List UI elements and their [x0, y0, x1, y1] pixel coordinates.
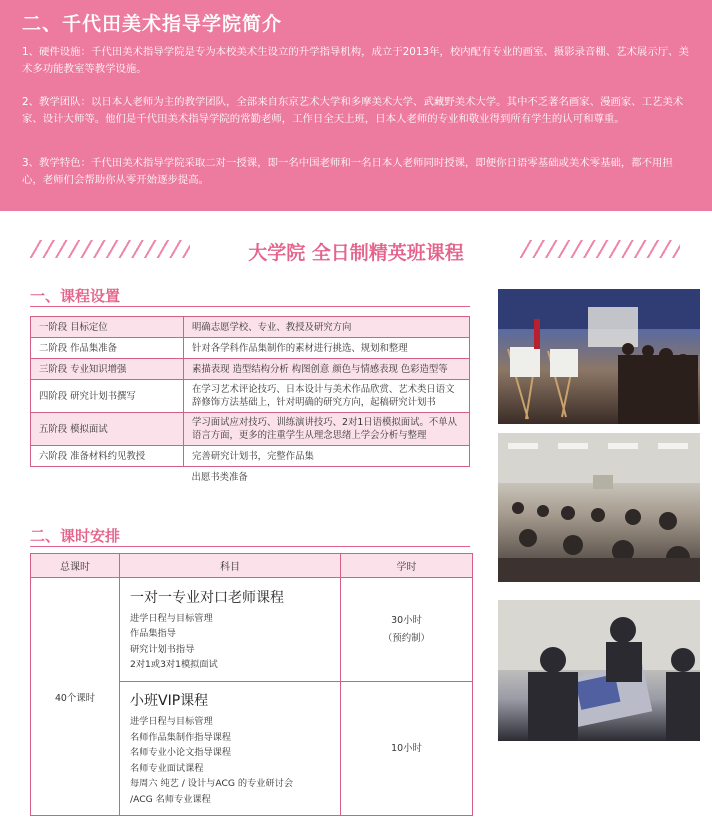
stage-name: 三阶段 专业知识增强	[31, 359, 184, 380]
section-heading-schedule: 二、课时安排	[30, 527, 121, 545]
table-row	[31, 446, 470, 467]
section-divider-setup	[30, 306, 470, 307]
table-row	[31, 317, 470, 338]
hours-cell-vip	[341, 682, 473, 816]
hours-note: （预约制）	[383, 632, 430, 644]
course-title: 大学院 全日制精英班课程	[248, 242, 464, 264]
stage-content: 在学习艺术评论技巧、日本设计与美术作品欣赏、艺术类日语文辞修饰方法基础上，针对明确的研究方向，起稿研究计划书	[184, 380, 470, 413]
hours-value: 30小时	[391, 614, 422, 626]
section-heading-setup: 一、课程设置	[30, 287, 121, 305]
course-title-one-on-one: 一对一专业对口老师课程	[130, 589, 284, 606]
stage-content: 素描表现 造型结构分析 构图创意 颜色与情感表现 色彩造型等	[184, 359, 470, 380]
interview-photo	[498, 600, 700, 741]
lecture-hall-photo	[498, 433, 700, 582]
course-item: 作品集指导	[130, 628, 176, 639]
stage-content: 出愿书类准备	[184, 467, 470, 488]
table-row	[31, 338, 470, 359]
total-hours: 40个课时	[31, 578, 120, 816]
course-cell-one-on-one	[120, 578, 341, 682]
schedule-table	[30, 553, 473, 816]
course-setup-table	[30, 316, 470, 488]
table-row	[31, 467, 470, 488]
stage-content: 针对各学科作品集制作的素材进行挑选、规划和整理	[184, 338, 470, 359]
intro-banner	[0, 0, 712, 211]
intro-title: 二、千代田美术指导学院简介	[22, 13, 283, 35]
classroom-easel-photo	[498, 289, 700, 424]
stage-name	[31, 467, 184, 488]
course-item: /ACG 名师专业课程	[130, 793, 211, 805]
course-item: 进学日程与目标管理	[130, 716, 213, 727]
stage-content: 学习面试应对技巧、训练演讲技巧、2对1日语模拟面试。不单从语言方面，更多的注重学生从理念思绪上学会分析与整理	[184, 413, 470, 446]
stage-content: 明确志愿学校、专业、教授及研究方向	[184, 317, 470, 338]
stage-name: 六阶段 准备材料约见教授	[31, 446, 184, 467]
stage-name: 一阶段 目标定位	[31, 317, 184, 338]
intro-paragraph-features: 3、教学特色：千代田美术指导学院采取二对一授课，即一名中国老师和一名日本人老师同时授课，即便你日语零基础或美术零基础，都不用担心，老师们会帮助你从零开始逐步提高。	[22, 157, 673, 186]
course-item: 进学日程与目标管理	[130, 612, 213, 624]
stage-name: 四阶段 研究计划书撰写	[31, 380, 184, 413]
hours-value: 10小时	[391, 742, 422, 754]
stage-content: 完善研究计划书，完整作品集	[184, 446, 470, 467]
hours-cell-one-on-one	[341, 578, 473, 682]
column-header-hours: 学时	[341, 554, 473, 578]
stage-name: 五阶段 模拟面试	[31, 413, 184, 446]
course-cell-vip	[120, 682, 341, 816]
course-item: 名师专业小论文指导课程	[130, 747, 232, 758]
stage-name: 二阶段 作品集准备	[31, 338, 184, 359]
column-header-subject: 科目	[120, 554, 341, 578]
course-title-vip: 小班VIP课程	[130, 693, 209, 709]
table-row	[31, 359, 470, 380]
column-header-total: 总课时	[31, 554, 120, 578]
course-item: 每周六 纯艺 / 设计与ACG 的专业研讨会	[130, 778, 294, 789]
intro-paragraph-facilities: 1、硬件设施：千代田美术指导学院是专为本校美术生设立的升学指导机构，成立于2013年，校内配有专业的画室、摄影录音棚、艺术展示厅、美术多功能教室等教学设施。	[22, 46, 689, 75]
table-header-row	[31, 554, 473, 578]
section-divider-schedule	[30, 546, 470, 547]
intro-paragraph-team: 2、教学团队：以日本人老师为主的教学团队，全部来自东京艺术大学和多摩美术大学、武藏野美术大学。其中不乏著名画家、漫画家、工艺美术家、设计大师等。他们是千代田美术指导学院的常勤老师，工作日全天上班，日本人老师的专业和敬业得到所有学生的认可和尊重。	[22, 96, 684, 125]
course-item: 名师作品集制作指导课程	[130, 731, 232, 743]
course-item: 研究计划书指导	[130, 643, 195, 655]
table-row	[31, 380, 470, 413]
table-row	[31, 413, 470, 446]
table-row	[31, 578, 473, 682]
course-item: 名师专业面试课程	[130, 762, 204, 774]
course-item: 2对1或3对1模拟面试	[130, 659, 218, 670]
